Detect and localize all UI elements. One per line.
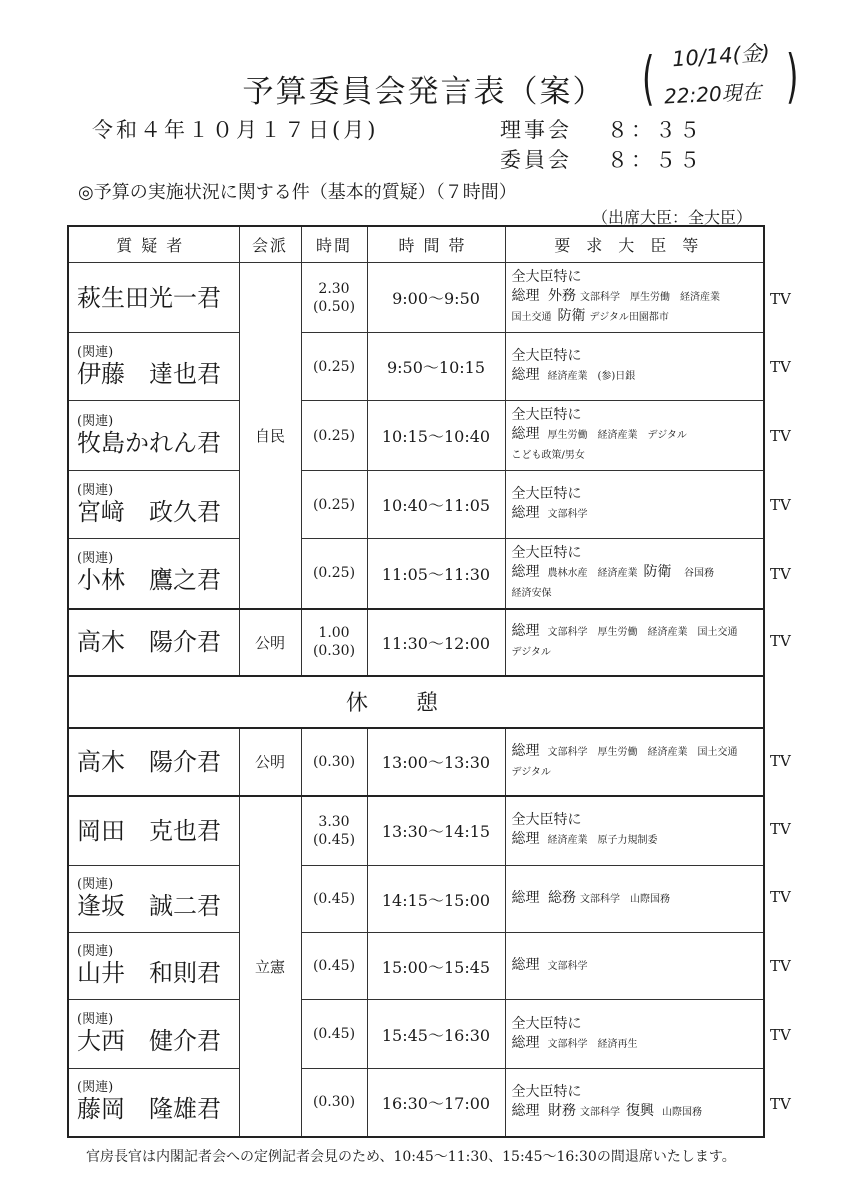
requested-ministers: 全大臣特に 総理 経済産業 (参)日銀 bbox=[505, 333, 764, 401]
rest-row bbox=[68, 676, 764, 728]
table-row bbox=[68, 471, 764, 539]
tv-marker: TV bbox=[770, 1026, 791, 1044]
requested-ministers: 総理 文部科学 厚生労働 経済産業 国土交通 デジタル bbox=[505, 728, 764, 796]
speaker-name: 大西 健介君 bbox=[77, 1027, 221, 1055]
table-row bbox=[68, 401, 764, 471]
tv-marker: TV bbox=[770, 888, 791, 906]
header-speaker: 質疑者 bbox=[68, 226, 239, 263]
handwritten-date: 10/14(金) bbox=[671, 40, 771, 72]
handwritten-note: ( 10/14(金) 22:20現在 ) bbox=[642, 38, 802, 114]
allotted-time: (0.30) bbox=[301, 1069, 367, 1137]
speaker-name: 牧島かれん君 bbox=[77, 428, 221, 457]
allotted-time: (0.30) bbox=[312, 643, 356, 659]
table-row bbox=[68, 1069, 764, 1137]
allotted-time: (0.25) bbox=[301, 539, 367, 609]
schedule-board-label: 理事会 bbox=[500, 118, 572, 142]
page-title: 予算委員会発言表（案） bbox=[242, 74, 606, 110]
table-row bbox=[68, 933, 764, 1000]
requested-ministers: 全大臣特に 総理 文部科学 bbox=[505, 471, 764, 539]
time-band: 15:00～15:45 bbox=[367, 933, 505, 1000]
allotted-time: (0.45) bbox=[301, 1000, 367, 1069]
table-row bbox=[68, 263, 764, 333]
speaker-name: 萩生田光一君 bbox=[77, 283, 221, 312]
time-band: 15:45～16:30 bbox=[367, 1000, 505, 1069]
speaker-name: 逢坂 誠二君 bbox=[77, 892, 221, 920]
tv-marker: TV bbox=[770, 632, 791, 650]
speaker-name: 高木 陽介君 bbox=[77, 628, 221, 656]
requested-ministers: 全大臣特に 総理 文部科学 経済再生 bbox=[505, 1000, 764, 1069]
party-cell: 公明 bbox=[239, 728, 301, 796]
meeting-date: 令和４年１０月１７日(月) bbox=[92, 118, 379, 142]
table-row bbox=[68, 609, 764, 676]
time-band: 14:15～15:00 bbox=[367, 866, 505, 933]
time-band: 10:15～10:40 bbox=[367, 401, 505, 471]
tv-marker: TV bbox=[770, 1095, 791, 1113]
allotted-time: (0.25) bbox=[301, 471, 367, 539]
time-band: 9:50～10:15 bbox=[367, 333, 505, 401]
speaker-name: 藤岡 隆雄君 bbox=[77, 1095, 221, 1124]
time-band: 13:00～13:30 bbox=[367, 728, 505, 796]
header-party: 会派 bbox=[239, 226, 301, 263]
speaker-table bbox=[67, 225, 765, 1138]
footnote: 官房長官は内閣記者会への定例記者会見のため、10:45～11:30、15:45～16:30の間退席いたします。 bbox=[86, 1149, 736, 1165]
related-tag: (関連) bbox=[77, 551, 114, 567]
schedule-committee-label: 委員会 bbox=[500, 148, 572, 172]
time-band: 10:40～11:05 bbox=[367, 471, 505, 539]
speaker-name: 高木 陽介君 bbox=[77, 747, 221, 776]
requested-ministers: 総理 文部科学 厚生労働 経済産業 国土交通 デジタル bbox=[505, 609, 764, 676]
speaker-name: 岡田 克也君 bbox=[77, 816, 221, 845]
table-row bbox=[68, 796, 764, 866]
allotted-time: (0.25) bbox=[301, 401, 367, 471]
allotted-time: (0.25) bbox=[301, 333, 367, 401]
tv-marker: TV bbox=[770, 427, 791, 445]
table-row bbox=[68, 333, 764, 401]
tv-marker: TV bbox=[770, 820, 791, 838]
time-band: 16:30～17:00 bbox=[367, 1069, 505, 1137]
related-tag: (関連) bbox=[77, 344, 114, 360]
allotted-time: (0.30) bbox=[301, 728, 367, 796]
allotted-time: (0.45) bbox=[312, 831, 356, 848]
schedule-committee-time: ８：５５ bbox=[607, 148, 703, 172]
rest-label: 休憩 bbox=[68, 676, 764, 728]
header-time: 時間 bbox=[301, 226, 367, 263]
allotted-time: (0.45) bbox=[301, 933, 367, 1000]
total-time: 1.00 bbox=[318, 625, 350, 641]
table-header bbox=[68, 226, 764, 263]
agenda-item: ◎予算の実施状況に関する件（基本的質疑）（７時間） bbox=[78, 182, 517, 203]
total-time: 2.30 bbox=[318, 280, 350, 297]
time-band: 13:30～14:15 bbox=[367, 796, 505, 866]
tv-marker: TV bbox=[770, 957, 791, 975]
schedule-board-time: ８：３５ bbox=[607, 118, 703, 142]
requested-ministers: 全大臣特に 総理 農林水産 経済産業 防衛 谷国務 経済安保 bbox=[505, 539, 764, 609]
requested-ministers: 全大臣特に 総理 経済産業 原子力規制委 bbox=[505, 796, 764, 866]
tv-marker: TV bbox=[770, 565, 791, 583]
table-row bbox=[68, 539, 764, 609]
total-time: 3.30 bbox=[318, 813, 350, 830]
party-cell: 公明 bbox=[239, 609, 301, 676]
time-band: 11:05～11:30 bbox=[367, 539, 505, 609]
speaker-name: 伊藤 達也君 bbox=[77, 359, 221, 388]
related-tag: (関連) bbox=[77, 1012, 114, 1027]
related-tag: (関連) bbox=[77, 413, 114, 429]
related-tag: (関連) bbox=[77, 482, 114, 498]
time-band: 11:30～12:00 bbox=[367, 609, 505, 676]
tv-marker: TV bbox=[770, 752, 791, 770]
tv-marker: TV bbox=[770, 496, 791, 514]
requested-ministers: 総理 総務 文部科学 山際国務 bbox=[505, 866, 764, 933]
requested-ministers: 総理 文部科学 bbox=[505, 933, 764, 1000]
related-tag: (関連) bbox=[77, 1080, 114, 1096]
related-tag: (関連) bbox=[77, 877, 114, 892]
party-cell: 立憲 bbox=[239, 796, 301, 1137]
handwritten-time: 22:20現在 bbox=[663, 79, 763, 109]
tv-marker: TV bbox=[770, 358, 791, 376]
requested-ministers: 全大臣特に 総理 外務 文部科学 厚生労働 経済産業 国土交通 防衛 デジタル田園都市 bbox=[505, 263, 764, 333]
party-cell: 自民 bbox=[239, 263, 301, 609]
requested-ministers: 全大臣特に 総理 厚生労働 経済産業 デジタル こども政策/男女 bbox=[505, 401, 764, 471]
speaker-name: 山井 和則君 bbox=[77, 959, 221, 987]
header-ministers: 要求大臣等 bbox=[505, 226, 764, 263]
table-row bbox=[68, 1000, 764, 1069]
tv-marker: TV bbox=[770, 290, 791, 308]
requested-ministers: 全大臣特に 総理 財務 文部科学 復興 山際国務 bbox=[505, 1069, 764, 1137]
header-band: 時間帯 bbox=[367, 226, 505, 263]
table-row bbox=[68, 866, 764, 933]
table-row bbox=[68, 728, 764, 796]
allotted-time: (0.45) bbox=[301, 866, 367, 933]
related-tag: (関連) bbox=[77, 944, 114, 959]
attendance-note: （出席大臣：全大臣） bbox=[592, 208, 753, 227]
speaker-name: 宮﨑 政久君 bbox=[77, 497, 221, 526]
speaker-name: 小林 鷹之君 bbox=[77, 566, 221, 595]
allotted-time: (0.50) bbox=[312, 298, 356, 315]
time-band: 9:00～9:50 bbox=[367, 263, 505, 333]
